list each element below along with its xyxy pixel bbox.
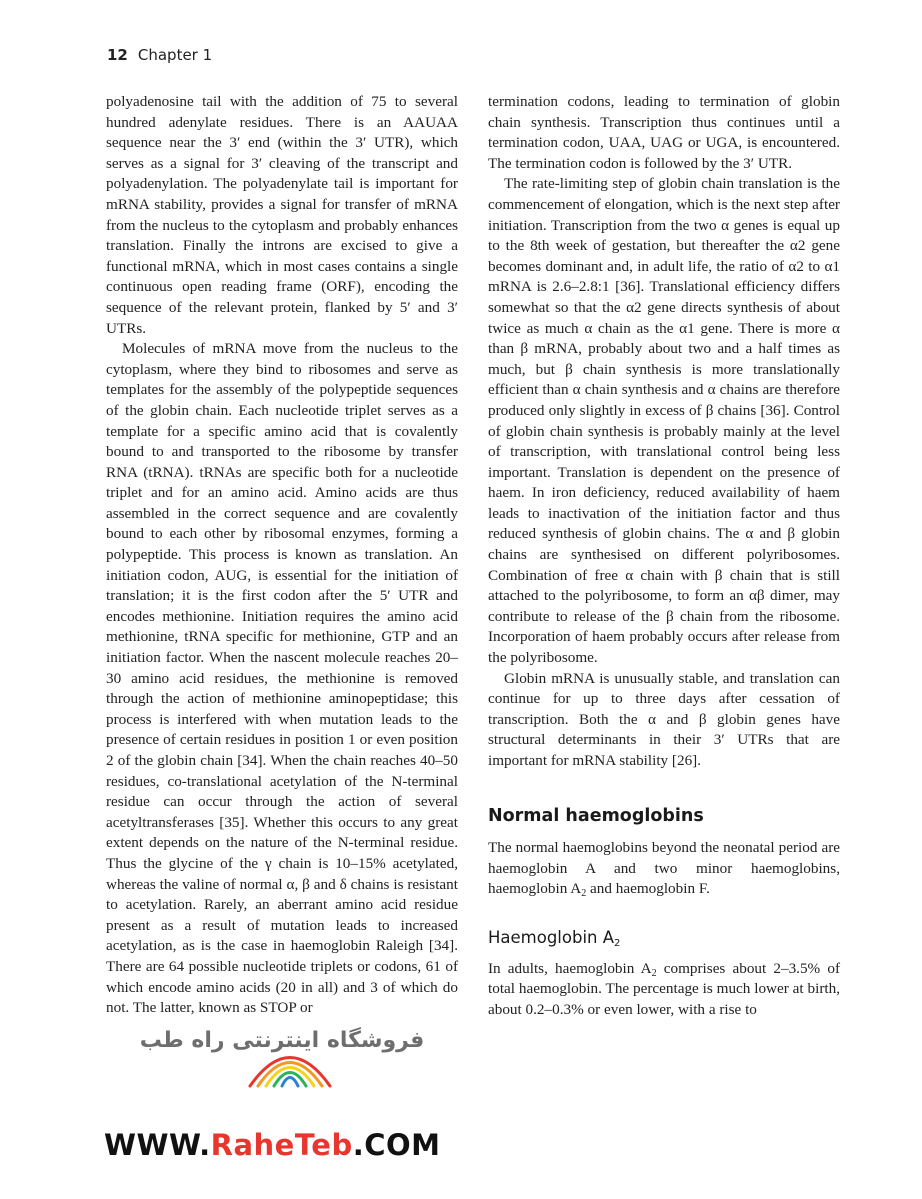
watermark-url <box>104 1128 441 1162</box>
text-run: and haemoglobin F. <box>586 880 710 898</box>
paragraph: termination codons, leading to termination of globin chain synthesis. Transcription thus continues until a termination codon, UAA, UAG or UGA, is encountered. The termination codon is followed by the 3′ UTR. <box>488 93 840 172</box>
paragraph: polyadenosine tail with the addition of 75 to several hundred adenylate residues. There is an AAUAA sequence near the 3′ end (within the 3′ UTR), which serves as a signal for 3′ cleaving of the transcript and polyadenylation. The polyadenylate tail is important for mRNA stability, provides a signal for transfer of mRNA from the nucleus to the cytoplasm and probably enhances translation. Finally the introns are excised to give a functional mRNA, which in most cases contains a single continuous open reading frame (ORF), encoding the sequence of the relevant protein, flanked by 5′ and 3′ UTRs. <box>106 93 458 337</box>
paragraph: The rate-limiting step of globin chain translation is the commencement of elongation, which is the next step after initiation. Transcription from the two α genes is equal up to the 8th week of gestation, but thereafter the α2 gene becomes dominant and, in adult life, the ratio of α2 to α1 mRNA is 2.6–2.8:1 [36]. Translational efficiency differs somewhat so that the α2 gene directs synthesis of about twice as much α chain as the α1 gene. There is more α than β mRNA, probably about two and a half times as much, but β chain synthesis is more translationally efficient than α chain synthesis and α chains are therefore produced only slightly in excess of β chains [36]. Control of globin chain synthesis is probably mainly at the level of transcription, with translational control being less important. Translation is dependent on the presence of haem. In iron deficiency, reduced availability of haem leads to inactivation of the initiation factor and thus reduced synthesis of globin chains. The α and β globin chains are synthesised on different polyribosomes. Combination of free α chain with β chain that is still attached to the polyribosome, to form an αβ dimer, may contribute to release of the β chain from the ribosome. Incorporation of haem probably occurs after release from the polyribosome. <box>488 175 840 667</box>
subscript: 2 <box>651 967 657 979</box>
chapter-label: Chapter 1 <box>137 46 213 64</box>
url-suffix: .COM <box>352 1128 441 1162</box>
subsection-title <box>488 928 840 949</box>
text-run: The normal haemoglobins beyond the neonatal period are haemoglobin A and two minor haemoglobins, haemoglobin A <box>488 839 840 898</box>
paragraph <box>488 959 840 1021</box>
right-column <box>488 92 840 1020</box>
watermark <box>100 1024 470 1164</box>
page-number: 12 <box>107 46 128 64</box>
subscript: 2 <box>614 937 621 949</box>
paragraph: Globin mRNA is unusually stable, and translation can continue for up to three days after cessation of transcription. Both the α and β globin genes have structural determinants in their 3′ UTRs that are important for mRNA stability [26]. <box>488 669 840 769</box>
section-title: Normal haemoglobins <box>488 805 704 826</box>
watermark-logo-icon <box>235 1024 345 1094</box>
text-run: Haemoglobin A <box>488 927 615 947</box>
url-prefix: WWW. <box>104 1128 211 1162</box>
url-brand: RaheTeb <box>210 1128 353 1162</box>
left-column <box>106 92 458 1019</box>
paragraph <box>488 838 840 900</box>
subscript: 2 <box>581 888 587 900</box>
text-run: In adults, haemoglobin A <box>488 959 652 977</box>
text-run: comprises about 2–3.5% of total haemoglobin. The percentage is much lower at birth, about 0.2–0.3% or even lower, with a rise to <box>488 959 841 1018</box>
page-header <box>107 46 212 64</box>
paragraph: Molecules of mRNA move from the nucleus to the cytoplasm, where they bind to ribosomes and serve as templates for the assembly of the polypeptide sequences of the globin chain. Each nucleotide triplet serves as a template for a specific amino acid that is covalently bound to and transported to the ribosome by transfer RNA (tRNA). tRNAs are specific both for a nucleotide triplet and for an amino acid. Amino acids are thus assembled in the correct sequence and are covalently bound to each other by ribosomal enzymes, forming a polypeptide. This process is known as translation. An initiation codon, AUG, is essential for the initiation of translation; it is the first codon after the 5′ UTR and encodes methionine. Initiation requires the amino acid methionine, tRNA specific for methionine, GTP and an initiation factor. When the nascent molecule reaches 20–30 amino acid residues, the methionine is removed through the action of methionine aminopeptidase; this process is interfered with when mutation leads to the presence of certain residues in position 1 or even position 2 of the globin chain [34]. When the chain reaches 40–50 residues, co-translational acetylation of the N-terminal residue can occur through the action of several acetyltransferases [35]. Whether this occurs to any great extent depends on the nature of the N-terminal residue. Thus the glycine of the γ chain is 10–15% acetylated, whereas the valine of normal α, β and δ chains is resistant to acetylation. Rarely, an aberrant amino acid residue present as a result of mutation leads to increased acetylation, as is the case in haemoglobin Raleigh [34]. There are 64 possible nucleotide triplets or codons, 61 of which encode amino acids (20 in all) and 3 of which do not. The latter, known as STOP or <box>106 340 458 1017</box>
watermark-persian-text: فروشگاه اینترنتی راه طب <box>139 1028 425 1053</box>
